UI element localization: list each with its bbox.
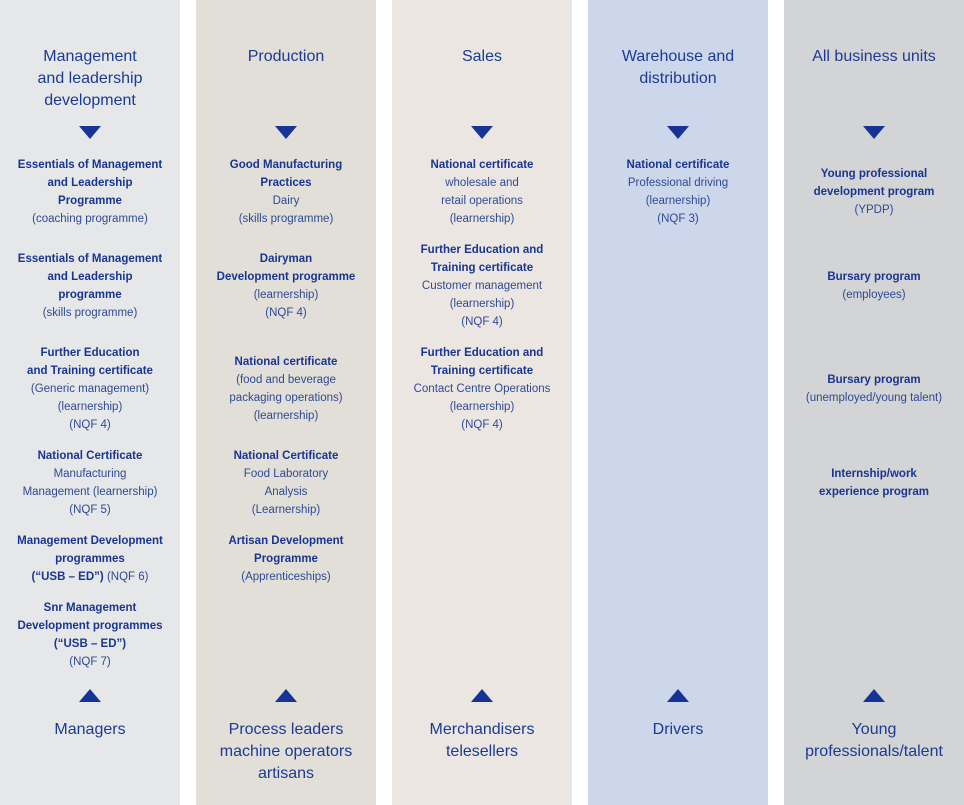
programme-title: Further Education and Training certificate [420,347,544,377]
programme-item [196,353,376,425]
column-production [196,0,376,805]
programme-title: Internship/work experience program [819,468,929,498]
programme-title: National Certificate [37,450,143,462]
programme-title: Further Education and Training certificate [27,347,153,377]
programme-title: National Certificate [233,450,339,462]
arrow-up-icon [863,689,885,702]
programme-detail: (NQF 6) [106,571,149,583]
programme-item [784,465,964,501]
programme-detail: (food and beverage packaging operations) (learnership) [229,374,343,422]
programme-title: Artisan Development Programme [228,535,344,565]
programme-item [784,268,964,304]
programme-detail: (unemployed/young talent) [805,392,943,404]
arrow-up-icon [275,689,297,702]
programme-detail: (Apprenticeships) [241,571,331,583]
programme-item [0,344,180,434]
column-management [0,0,180,805]
column-footer: Merchandisers telesellers [429,721,535,760]
programme-item [196,532,376,586]
programme-title: Essentials of Management and Leadership programme [17,253,163,301]
programme-detail: Customer management (learnership) (NQF 4) [421,280,543,328]
programme-title: Good Manufacturing Practices [229,159,343,189]
arrow-down-icon [863,126,885,139]
programme-item [784,165,964,219]
programme-detail: (YPDP) [854,204,894,216]
programme-item [0,156,180,228]
programme-item [0,532,180,586]
programme-title: Dairyman Development programme [216,253,356,283]
column-heading: Production [247,48,325,65]
programme-title: National certificate [626,159,730,171]
programme-title: Young professional development program [813,168,935,198]
programme-detail: (employees) [842,289,906,301]
arrow-up-icon [79,689,101,702]
programme-title: Bursary program [827,374,921,386]
programme-item [0,447,180,519]
column-heading: Management and leadership development [37,48,143,109]
arrow-down-icon [471,126,493,139]
programme-detail: wholesale and retail operations (learnership) [441,177,523,225]
arrow-up-icon [667,689,689,702]
column-footer: Young professionals/talent [805,721,943,760]
column-heading: All business units [812,48,936,65]
programme-item [392,344,572,434]
column-sales [392,0,572,805]
programme-item [392,241,572,331]
programme-detail: Contact Centre Operations (learnership) (NQF 4) [413,383,551,431]
programme-item [784,371,964,407]
arrow-up-icon [471,689,493,702]
arrow-down-icon [275,126,297,139]
arrow-down-icon [667,126,689,139]
programme-title: National certificate [234,356,338,368]
programme-item [588,156,768,228]
programme-detail: (Generic management) (learnership) (NQF 4) [30,383,150,431]
programme-detail: Professional driving (learnership) (NQF 3) [627,177,729,225]
programme-detail: Dairy (skills programme) [238,195,334,225]
programme-detail: Food Laboratory Analysis (Learnership) [243,468,329,516]
programme-detail: (coaching programme) [32,213,148,225]
column-warehouse [588,0,768,805]
programme-detail: (learnership) (NQF 4) [253,289,319,319]
programme-detail: (skills programme) [42,307,138,319]
column-footer: Managers [54,721,126,738]
programme-title: Further Education and Training certificate [420,244,544,274]
programme-title: Snr Management Development programmes (“USB – ED”) [17,602,163,650]
column-footer: Drivers [652,721,704,738]
programme-item [0,599,180,671]
column-heading: Sales [461,48,503,65]
programme-item [196,250,376,322]
arrow-down-icon [79,126,101,139]
column-all-business-units [784,0,964,805]
programme-title: Bursary program [827,271,921,283]
programme-item [196,447,376,519]
programme-item [0,250,180,322]
programme-item [392,156,572,228]
programme-title: Essentials of Management and Leadership Programme [17,159,163,207]
programme-title: Management Development programmes (“USB – ED”) [17,535,163,583]
column-heading: Warehouse and distribution [621,48,735,87]
column-footer: Process leaders machine operators artisans [219,721,353,782]
programme-detail: (NQF 7) [69,656,111,668]
programme-title: National certificate [430,159,534,171]
programme-detail: Manufacturing Management (learnership) (NQF 5) [22,468,158,516]
programme-item [196,156,376,228]
